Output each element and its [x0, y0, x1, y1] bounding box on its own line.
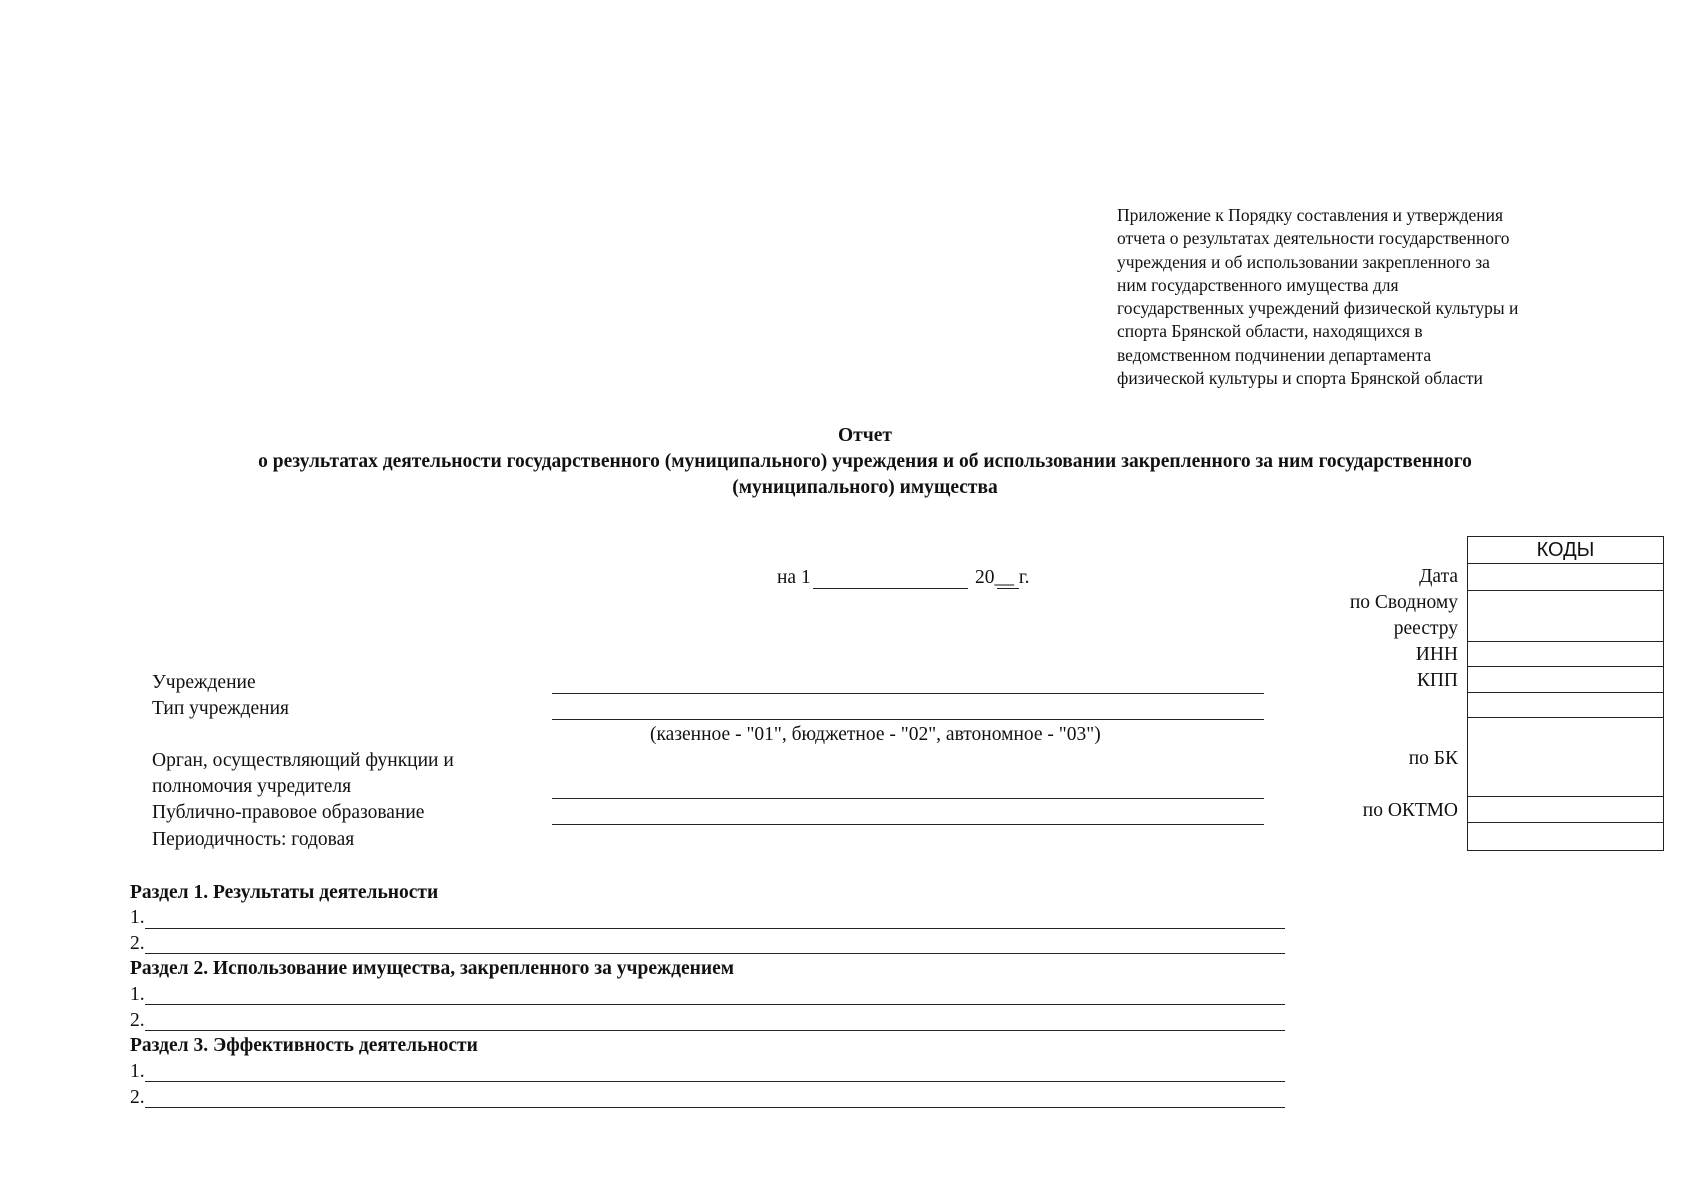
code-label-kpp: КПП [1416, 670, 1458, 691]
code-label-inn: ИНН [1415, 644, 1458, 665]
report-title: Отчет [838, 425, 892, 446]
section-2-item-2: 2. [130, 1010, 145, 1031]
field-public-entity-label: Публично-правовое образование [152, 802, 425, 823]
code-label-date: Дата [1419, 566, 1458, 587]
section-3-item-1: 1. [130, 1061, 145, 1082]
section-1-item-2: 2. [130, 933, 145, 954]
date-year: 20__ г. [975, 567, 1030, 588]
codes-row-divider [1468, 692, 1663, 693]
field-type-hint: (казенное - "01", бюджетное - "02", автономное - "03") [650, 724, 1101, 745]
appendix-line: физической культуры и спорта Брянской области [1117, 368, 1483, 389]
codes-row-divider [1468, 717, 1663, 718]
date-prefix: на 1 [777, 567, 811, 588]
appendix-line: спорта Брянской области, находящихся в [1117, 321, 1423, 342]
report-subtitle-line1: о результатах деятельности государственного (муниципального) учреждения и об использовании закрепленного за ним государственного [258, 451, 1472, 472]
section-2-title: Раздел 2. Использование имущества, закрепленного за учреждением [130, 958, 735, 979]
appendix-line: Приложение к Порядку составления и утверждения [1117, 205, 1504, 225]
appendix-note [1117, 204, 1617, 390]
field-founder-line[interactable] [552, 798, 1264, 799]
section-1-line-2[interactable] [145, 953, 1285, 954]
section-1-title: Раздел 1. Результаты деятельности [130, 882, 439, 903]
year-blank[interactable] [997, 588, 1019, 589]
field-institution-label: Учреждение [152, 672, 256, 693]
section-1-item-1: 1. [130, 907, 145, 928]
code-label-registry: по Сводному [1349, 592, 1458, 613]
appendix-line: учреждения и об использовании закрепленного за [1117, 251, 1490, 272]
codes-row-divider [1468, 822, 1663, 823]
field-public-entity-line[interactable] [552, 824, 1264, 825]
field-founder-label: Орган, осуществляющий функции и [152, 750, 454, 771]
code-label-oktmo: по ОКТМО [1362, 800, 1458, 821]
section-3-line-1[interactable] [145, 1081, 1285, 1082]
appendix-line: ним государственного имущества для [1117, 274, 1399, 295]
section-2-line-1[interactable] [145, 1004, 1285, 1005]
code-label-registry-2: реестру [1393, 618, 1458, 639]
field-periodicity: Периодичность: годовая [152, 829, 355, 850]
section-2-item-1: 1. [130, 984, 145, 1005]
section-3-title: Раздел 3. Эффективность деятельности [130, 1035, 478, 1056]
code-label-bk: по БК [1408, 748, 1458, 769]
section-2-line-2[interactable] [145, 1030, 1285, 1031]
field-type-line[interactable] [552, 719, 1264, 720]
date-blank[interactable] [813, 588, 968, 589]
appendix-line: отчета о результатах деятельности государственного [1117, 228, 1510, 249]
report-subtitle-line2: (муниципального) имущества [732, 477, 998, 498]
section-1-line-1[interactable] [145, 928, 1285, 929]
codes-row-divider [1468, 796, 1663, 797]
codes-table [1467, 536, 1664, 851]
appendix-line: ведомственном подчинении департамента [1117, 344, 1432, 365]
field-founder-label-2: полномочия учредителя [152, 776, 352, 797]
section-3-item-2: 2. [130, 1087, 145, 1108]
field-institution-line[interactable] [552, 693, 1264, 694]
field-type-label: Тип учреждения [152, 698, 290, 719]
appendix-line: государственных учреждений физической культуры и [1117, 298, 1519, 319]
codes-header: КОДЫ [1468, 537, 1663, 564]
codes-row-divider [1468, 590, 1663, 591]
section-3-line-2[interactable] [145, 1107, 1285, 1108]
codes-row-divider [1468, 666, 1663, 667]
codes-row-divider [1468, 641, 1663, 642]
